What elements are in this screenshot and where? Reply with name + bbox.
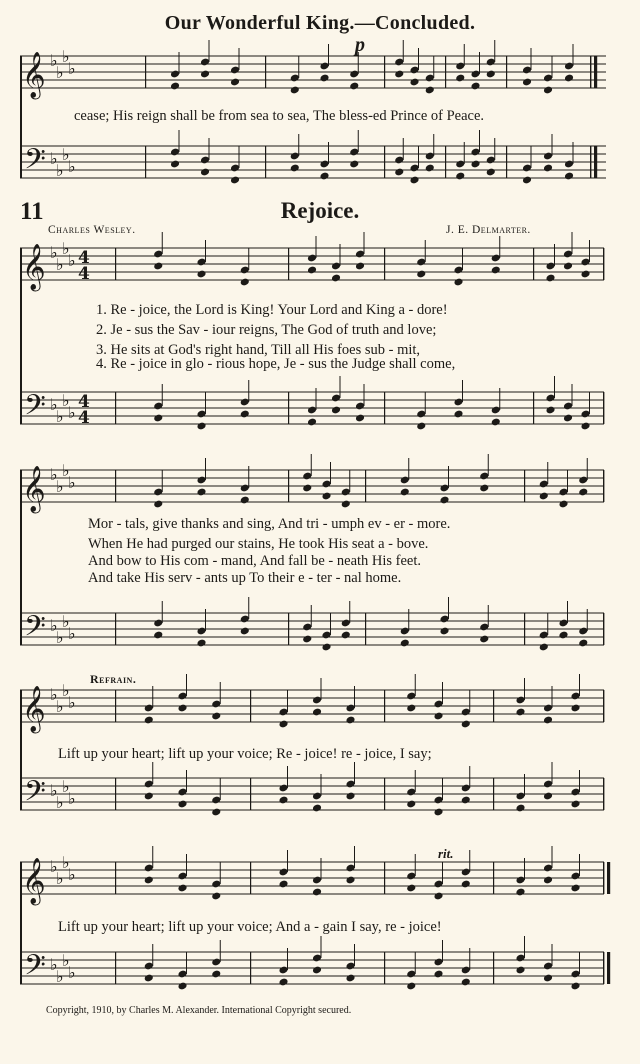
note-head <box>439 627 449 636</box>
note-head <box>400 639 410 648</box>
bar-line <box>524 470 525 502</box>
bar-line <box>493 690 494 722</box>
verse-line: And bow to His com - mand, And fall be - neath His feet. <box>88 553 422 569</box>
note-head <box>406 982 416 991</box>
note-head <box>491 418 501 427</box>
bar-line <box>365 613 366 645</box>
bar-line <box>115 470 116 502</box>
bar-line <box>365 470 366 502</box>
bar-line <box>603 862 604 894</box>
bass-clef: 𝄢 <box>24 610 46 650</box>
flat-sign: ♭ <box>62 391 70 410</box>
verse-line: 1. Re - joice, the Lord is King! Your Lord and King a - dore! <box>96 302 448 318</box>
note-head <box>455 172 465 181</box>
note-head <box>522 176 532 185</box>
note-head <box>545 274 555 283</box>
note-head <box>144 792 154 801</box>
note-head <box>564 172 574 181</box>
note-head <box>177 704 187 713</box>
bass-clef: 𝄢 <box>24 949 46 989</box>
flat-sign: ♭ <box>50 685 58 704</box>
note-head <box>196 488 206 497</box>
flat-sign: ♭ <box>68 403 76 422</box>
bar-line <box>250 778 251 810</box>
bar-line <box>115 392 116 424</box>
note-head <box>461 978 471 987</box>
note-head <box>406 884 416 893</box>
note-head <box>240 278 250 287</box>
bar-line <box>145 56 146 88</box>
note-head <box>211 970 221 979</box>
note-head <box>578 488 588 497</box>
ritardando-mark: rit. <box>438 846 454 861</box>
note-head <box>479 484 489 493</box>
treble-clef: 𝄞 <box>22 244 46 290</box>
bar-line <box>603 392 604 424</box>
flat-sign: ♭ <box>50 465 58 484</box>
flat-sign: ♭ <box>50 955 58 974</box>
note-head <box>578 639 588 648</box>
note-head <box>425 164 435 173</box>
flat-sign: ♭ <box>56 255 64 274</box>
bar-line <box>384 778 385 810</box>
bar-line <box>115 248 116 280</box>
flat-sign: ♭ <box>68 157 76 176</box>
bar-line <box>533 248 534 280</box>
note-head <box>543 876 553 885</box>
note-head <box>196 639 206 648</box>
flat-sign: ♭ <box>68 59 76 78</box>
note-head <box>278 978 288 987</box>
note-head <box>580 422 590 431</box>
bar-line <box>384 690 385 722</box>
bar-line <box>265 56 266 88</box>
note-head <box>570 800 580 809</box>
bar-line <box>384 392 385 424</box>
note-head <box>177 800 187 809</box>
note-head <box>515 966 525 975</box>
bar-line <box>493 778 494 810</box>
note-head <box>563 414 573 423</box>
note-head <box>211 712 221 721</box>
bar-line <box>603 690 604 722</box>
note-head <box>312 804 322 813</box>
note-head <box>290 164 300 173</box>
note-head <box>200 70 210 79</box>
note-head <box>515 888 525 897</box>
flat-sign: ♭ <box>56 967 64 986</box>
note-head <box>539 643 549 652</box>
bar-line <box>506 56 507 88</box>
bar-line <box>145 146 146 178</box>
note-head <box>341 500 351 509</box>
flat-sign: ♭ <box>68 789 76 808</box>
bar-line <box>493 952 494 984</box>
bar-line <box>590 56 591 88</box>
bar-line <box>384 146 385 178</box>
flat-sign: ♭ <box>50 243 58 262</box>
note-head <box>394 70 404 79</box>
note-head <box>543 792 553 801</box>
note-head <box>345 716 355 725</box>
note-head <box>453 410 463 419</box>
note-head <box>177 982 187 991</box>
flat-sign: ♭ <box>56 793 64 812</box>
bar-line <box>445 146 446 178</box>
bar-line <box>115 862 116 894</box>
note-head <box>349 82 359 91</box>
verse-line: 4. Re - joice in glo - rious hope, Je - sus the Judge shall come, <box>96 356 456 372</box>
note-head <box>400 488 410 497</box>
bar-line <box>603 470 604 502</box>
note-head <box>470 82 480 91</box>
note-head <box>470 160 480 169</box>
words-credit: Charles Wesley. <box>48 224 136 236</box>
note-head <box>416 270 426 279</box>
bar-line <box>384 56 385 88</box>
note-head <box>200 168 210 177</box>
flat-sign: ♭ <box>62 612 70 631</box>
note-head <box>170 160 180 169</box>
flat-sign: ♭ <box>62 777 70 796</box>
note-head <box>278 796 288 805</box>
note-head <box>144 974 154 983</box>
flat-sign: ♭ <box>56 697 64 716</box>
note-head <box>461 880 471 889</box>
note-head <box>433 970 443 979</box>
note-head <box>153 414 163 423</box>
flat-sign: ♭ <box>62 145 70 164</box>
note-head <box>312 888 322 897</box>
bar-line <box>493 862 494 894</box>
flat-sign: ♭ <box>68 473 76 492</box>
bar-line <box>250 952 251 984</box>
bar-line <box>115 952 116 984</box>
note-head <box>433 892 443 901</box>
note-head <box>177 884 187 893</box>
note-head <box>486 168 496 177</box>
note-head <box>341 631 351 640</box>
note-head <box>302 484 312 493</box>
note-head <box>406 800 416 809</box>
verse-line: When He had purged our stains, He took His seat a - bove. <box>88 536 429 552</box>
bass-clef: 𝄢 <box>24 389 46 429</box>
verse-line: And take His serv - ants up To their e - ter - nal home. <box>88 570 402 586</box>
treble-clef: 𝄞 <box>22 52 46 98</box>
flat-sign: ♭ <box>62 239 70 258</box>
note-head <box>515 708 525 717</box>
note-head <box>321 643 331 652</box>
note-head <box>486 70 496 79</box>
flat-sign: ♭ <box>68 251 76 270</box>
treble-clef: 𝄞 <box>22 858 46 904</box>
note-head <box>319 172 329 181</box>
note-head <box>522 78 532 87</box>
flat-sign: ♭ <box>56 477 64 496</box>
note-head <box>240 410 250 419</box>
note-head <box>425 86 435 95</box>
time-signature: 4 <box>78 392 90 412</box>
bass-clef: 𝄢 <box>24 775 46 815</box>
bar-line <box>603 778 604 810</box>
note-head <box>539 492 549 501</box>
bar-line <box>603 952 604 984</box>
note-head <box>321 492 331 501</box>
note-head <box>153 262 163 271</box>
flat-sign: ♭ <box>56 161 64 180</box>
note-head <box>564 74 574 83</box>
note-head <box>433 712 443 721</box>
continuation-title: Our Wonderful King.—Concluded. <box>164 12 476 34</box>
note-head <box>240 496 250 505</box>
bar-line <box>384 862 385 894</box>
note-head <box>319 74 329 83</box>
bar-line <box>603 613 604 645</box>
music-credit: J. E. Delmarter. <box>446 224 531 236</box>
bar-line <box>607 952 610 984</box>
note-head <box>453 278 463 287</box>
bar-line <box>384 952 385 984</box>
bar-line <box>445 56 446 88</box>
flat-sign: ♭ <box>50 395 58 414</box>
note-head <box>545 406 555 415</box>
note-head <box>543 716 553 725</box>
bar-line <box>115 778 116 810</box>
note-head <box>543 164 553 173</box>
bar-line <box>115 690 116 722</box>
note-head <box>345 876 355 885</box>
flat-sign: ♭ <box>62 853 70 872</box>
note-head <box>355 262 365 271</box>
bar-line <box>524 613 525 645</box>
bar-line <box>288 613 289 645</box>
flat-sign: ♭ <box>62 951 70 970</box>
bar-line <box>288 392 289 424</box>
continuation-lyric: cease; His reign shall be from sea to sea, The bless-ed Prince of Peace. <box>74 108 485 124</box>
flat-sign: ♭ <box>50 781 58 800</box>
flat-sign: ♭ <box>50 616 58 635</box>
note-head <box>580 270 590 279</box>
refrain-label: Refrain. <box>90 672 137 686</box>
note-head <box>558 631 568 640</box>
note-head <box>290 86 300 95</box>
bar-line <box>288 248 289 280</box>
flat-sign: ♭ <box>62 461 70 480</box>
bar-line <box>603 248 604 280</box>
hymn-title: Rejoice. <box>280 198 360 223</box>
note-head <box>570 704 580 713</box>
note-head <box>278 720 288 729</box>
note-head <box>312 966 322 975</box>
note-head <box>331 274 341 283</box>
flat-sign: ♭ <box>62 47 70 66</box>
note-head <box>570 982 580 991</box>
note-head <box>558 500 568 509</box>
note-head <box>211 808 221 817</box>
copyright-notice: Copyright, 1910, by Charles M. Alexander. International Copyright secured. <box>46 1005 352 1016</box>
note-head <box>406 704 416 713</box>
note-head <box>355 414 365 423</box>
note-head <box>543 974 553 983</box>
bar-line <box>590 146 591 178</box>
flat-sign: ♭ <box>50 149 58 168</box>
verse-line: Mor - tals, give thanks and sing, And tri - umph ev - er - more. <box>88 516 451 532</box>
note-head <box>230 176 240 185</box>
note-head <box>312 708 322 717</box>
note-head <box>230 78 240 87</box>
note-head <box>563 262 573 271</box>
bar-line <box>533 392 534 424</box>
note-head <box>515 804 525 813</box>
note-head <box>433 808 443 817</box>
note-head <box>240 627 250 636</box>
note-head <box>302 635 312 644</box>
treble-clef: 𝄞 <box>22 686 46 732</box>
bar-line <box>288 470 289 502</box>
time-signature: 4 <box>78 264 90 284</box>
bar-line <box>607 862 610 894</box>
note-head <box>409 176 419 185</box>
time-signature: 4 <box>78 408 90 428</box>
note-head <box>461 796 471 805</box>
refrain-line: Lift up your heart; lift up your voice; And a - gain I say, re - joice! <box>58 919 442 935</box>
note-head <box>170 82 180 91</box>
note-head <box>196 422 206 431</box>
bar-line <box>594 56 597 88</box>
note-head <box>439 496 449 505</box>
bar-line <box>384 248 385 280</box>
note-head <box>211 892 221 901</box>
flat-sign: ♭ <box>62 681 70 700</box>
flat-sign: ♭ <box>56 628 64 647</box>
bar-line <box>115 613 116 645</box>
flat-sign: ♭ <box>56 63 64 82</box>
note-head <box>349 160 359 169</box>
dynamic-piano: p <box>355 34 365 56</box>
flat-sign: ♭ <box>56 407 64 426</box>
note-head <box>331 406 341 415</box>
note-head <box>409 78 419 87</box>
note-head <box>416 422 426 431</box>
note-head <box>570 884 580 893</box>
bar-line <box>506 146 507 178</box>
flat-sign: ♭ <box>68 693 76 712</box>
bar-line <box>250 690 251 722</box>
time-signature: 4 <box>78 248 90 268</box>
refrain-line: Lift up your heart; lift up your voice; Re - joice! re - joice, I say; <box>58 746 432 762</box>
note-head <box>196 270 206 279</box>
note-head <box>144 876 154 885</box>
bass-clef: 𝄢 <box>24 143 46 183</box>
note-head <box>491 266 501 275</box>
flat-sign: ♭ <box>50 51 58 70</box>
verse-line: 3. He sits at God's right hand, Till all His foes sub - mit, <box>96 342 421 358</box>
bar-line <box>265 146 266 178</box>
note-head <box>394 168 404 177</box>
note-head <box>345 974 355 983</box>
flat-sign: ♭ <box>68 624 76 643</box>
hymn-number: 11 <box>20 198 44 225</box>
note-head <box>461 720 471 729</box>
verse-line: 2. Je - sus the Sav - iour reigns, The God of truth and love; <box>96 322 437 338</box>
flat-sign: ♭ <box>68 865 76 884</box>
flat-sign: ♭ <box>68 963 76 982</box>
note-head <box>307 266 317 275</box>
note-head <box>144 716 154 725</box>
note-head <box>307 418 317 427</box>
note-head <box>455 74 465 83</box>
flat-sign: ♭ <box>50 857 58 876</box>
bar-line <box>250 862 251 894</box>
flat-sign: ♭ <box>56 869 64 888</box>
note-head <box>153 631 163 640</box>
note-head <box>543 86 553 95</box>
note-head <box>278 880 288 889</box>
treble-clef: 𝄞 <box>22 466 46 512</box>
note-head <box>345 792 355 801</box>
note-head <box>153 500 163 509</box>
note-head <box>479 635 489 644</box>
bar-line <box>594 146 597 178</box>
